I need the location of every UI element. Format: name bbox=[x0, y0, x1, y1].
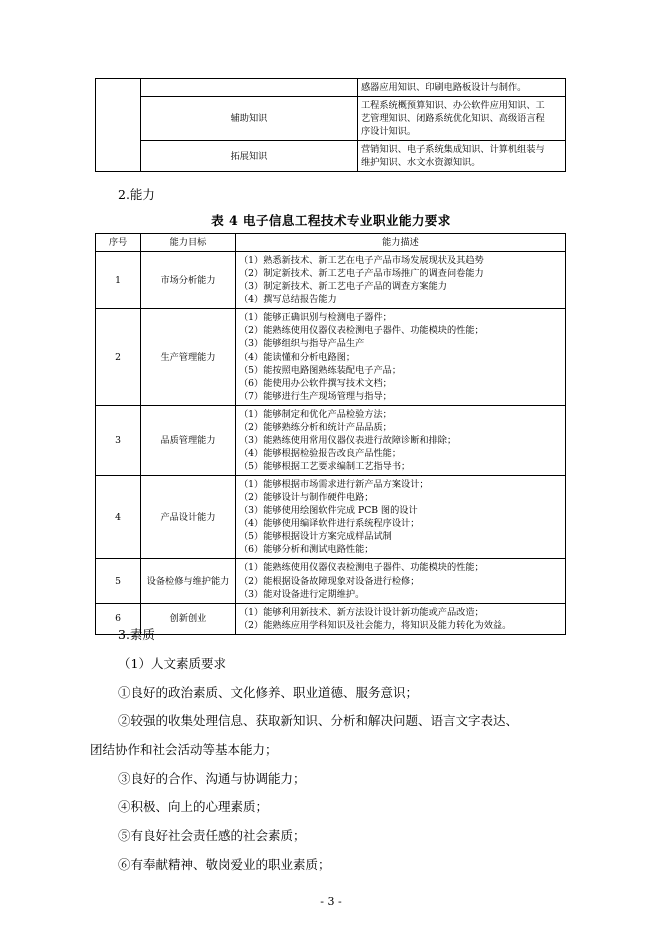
table-row bbox=[96, 141, 566, 172]
table-row bbox=[96, 309, 566, 405]
cell-index-1: 1 bbox=[96, 252, 141, 309]
desc-line: （1）能够根据市场需求进行新产品方案设计； bbox=[239, 479, 429, 491]
quality-line-2: ①良好的政治素质、文化修养、职业道德、服务意识； bbox=[118, 685, 419, 700]
cell-knowledge-label-1: 辅助知识 bbox=[141, 97, 358, 141]
cell-goal-5: 设备检修与维护能力 bbox=[141, 559, 236, 603]
table-row bbox=[96, 476, 566, 559]
desc-line: （2）制定新技术、新工艺电子产品市场推广的调查问卷能力 bbox=[239, 268, 484, 280]
desc-line: （2）能熟练应用学科知识及社会能力，将知识及能力转化为效益。 bbox=[239, 619, 512, 631]
cell-index-4: 4 bbox=[96, 476, 141, 559]
cell-knowledge-desc-1 bbox=[358, 97, 566, 141]
cell-index-5: 5 bbox=[96, 559, 141, 603]
desc-line: （3）能熟练使用常用仪器仪表进行故障诊断和排除； bbox=[239, 434, 457, 446]
cell-knowledge-label-2: 拓展知识 bbox=[141, 141, 358, 172]
cell-goal-2: 生产管理能力 bbox=[141, 309, 236, 405]
cell-description-1 bbox=[236, 252, 566, 309]
quality-line-3: ②较强的收集处理信息、获取新知识、分析和解决问题、语言文字表达、 bbox=[118, 713, 519, 728]
cell-goal-1: 市场分析能力 bbox=[141, 252, 236, 309]
desc-line: （5）能够根据设计方案完成样品试制 bbox=[239, 531, 392, 543]
header-description: 能力描述 bbox=[236, 234, 566, 252]
cell-knowledge-label-0 bbox=[141, 79, 358, 97]
quality-line-6: ⑤有良好社会责任感的社会素质； bbox=[118, 828, 306, 843]
desc-line: （1）能够制定和优化产品检验方法； bbox=[239, 408, 392, 420]
desc-line: （4）撰写总结报告能力 bbox=[239, 294, 337, 306]
header-goal: 能力目标 bbox=[141, 234, 236, 252]
cell-goal-4: 产品设计能力 bbox=[141, 476, 236, 559]
cell-description-2 bbox=[236, 309, 566, 405]
desc-line: （3）制定新技术、新工艺电子产品的调查方案能力 bbox=[239, 281, 447, 293]
cell-knowledge-desc-2 bbox=[358, 141, 566, 172]
desc-line: （1）能熟练使用仪器仪表检测电子器件、功能模块的性能； bbox=[239, 562, 484, 574]
table-ability-requirements bbox=[95, 233, 566, 635]
table-header-row bbox=[96, 234, 566, 252]
cell-index-3: 3 bbox=[96, 405, 141, 475]
desc-line: 序设计知识。 bbox=[361, 126, 417, 138]
quality-line-7: ⑥有奉献精神、敬岗爱业的职业素质； bbox=[118, 857, 331, 872]
desc-line: （6）能使用办公软件撰写技术文档； bbox=[239, 377, 392, 389]
desc-line: （3）能够使用绘图软件完成 PCB 图的设计 bbox=[239, 505, 418, 517]
desc-line: （1）能够利用新技术、新方法设计设计新功能或产品改造； bbox=[239, 606, 484, 618]
heading-section-ability: 2.能力 bbox=[118, 187, 155, 202]
quality-line-3-cont: 团结协作和社会活动等基本能力； bbox=[90, 742, 278, 757]
table-row bbox=[96, 603, 566, 634]
desc-line: 维护知识、水文水资源知识。 bbox=[361, 157, 481, 169]
quality-line-1: （1）人文素质要求 bbox=[118, 656, 226, 671]
desc-line: （3）能对设备进行定期维护。 bbox=[239, 588, 365, 600]
desc-line: （2）能够熟练分析和统计产品品质； bbox=[239, 421, 392, 433]
desc-line: （6）能够分析和测试电路性能； bbox=[239, 544, 374, 556]
desc-line: （4）能够使用编译软件进行系统程序设计； bbox=[239, 518, 420, 530]
cell-description-5 bbox=[236, 559, 566, 603]
desc-line: （2）能根据设备故障现象对设备进行检修； bbox=[239, 575, 420, 587]
cell-knowledge-desc-0 bbox=[358, 79, 566, 97]
desc-line: 感器应用知识、印刷电路板设计与制作。 bbox=[361, 82, 527, 93]
desc-line: （2）能够设计与制作硬件电路； bbox=[239, 492, 374, 504]
desc-line: （1）能够正确识别与检测电子器件； bbox=[239, 312, 392, 324]
desc-line: （7）能够进行生产现场管理与指导； bbox=[239, 390, 392, 402]
desc-line: （4）能读懂和分析电路图； bbox=[239, 351, 356, 363]
table-knowledge-continued bbox=[95, 78, 566, 172]
desc-line: （3）能够组织与指导产品生产 bbox=[239, 338, 365, 350]
page-number: - 3 - bbox=[320, 895, 342, 908]
desc-line: 营销知识、电子系统集成知识、计算机组装与 bbox=[361, 144, 545, 156]
table-row bbox=[96, 79, 566, 97]
cell-goal-6: 创新创业 bbox=[141, 603, 236, 634]
table-row bbox=[96, 559, 566, 603]
desc-line: 工程系统概预算知识、办公软件应用知识、工 bbox=[361, 100, 545, 112]
desc-line: （5）能够根据工艺要求编制工艺指导书； bbox=[239, 461, 411, 472]
table-row bbox=[96, 405, 566, 475]
cell-description-4 bbox=[236, 476, 566, 559]
table-row bbox=[96, 252, 566, 309]
desc-line: （1）熟悉新技术、新工艺在电子产品市场发展现状及其趋势 bbox=[239, 255, 484, 267]
desc-line: （2）能熟练使用仪器仪表检测电子器件、功能模块的性能； bbox=[239, 325, 484, 337]
cell-description-6 bbox=[236, 603, 566, 634]
heading-section-quality: 3.素质 bbox=[118, 627, 155, 642]
table-row bbox=[96, 97, 566, 141]
desc-line: （4）能够根据检验报告改良产品性能； bbox=[239, 447, 402, 459]
quality-line-5: ④积极、向上的心理素质； bbox=[118, 799, 269, 814]
cell-description-3 bbox=[236, 405, 566, 475]
cell-index-6: 6 bbox=[96, 603, 141, 634]
quality-line-4: ③良好的合作、沟通与协调能力； bbox=[118, 771, 306, 786]
cell-goal-3: 品质管理能力 bbox=[141, 405, 236, 475]
cell-empty-index bbox=[96, 79, 141, 172]
desc-line: （5）能按照电路图熟练装配电子产品； bbox=[239, 364, 402, 376]
cell-index-2: 2 bbox=[96, 309, 141, 405]
desc-line: 艺管理知识、闭路系统优化知识、高级语言程 bbox=[361, 113, 545, 125]
header-index: 序号 bbox=[96, 234, 141, 252]
caption-table-4: 表 4 电子信息工程技术专业职业能力要求 bbox=[211, 213, 451, 228]
